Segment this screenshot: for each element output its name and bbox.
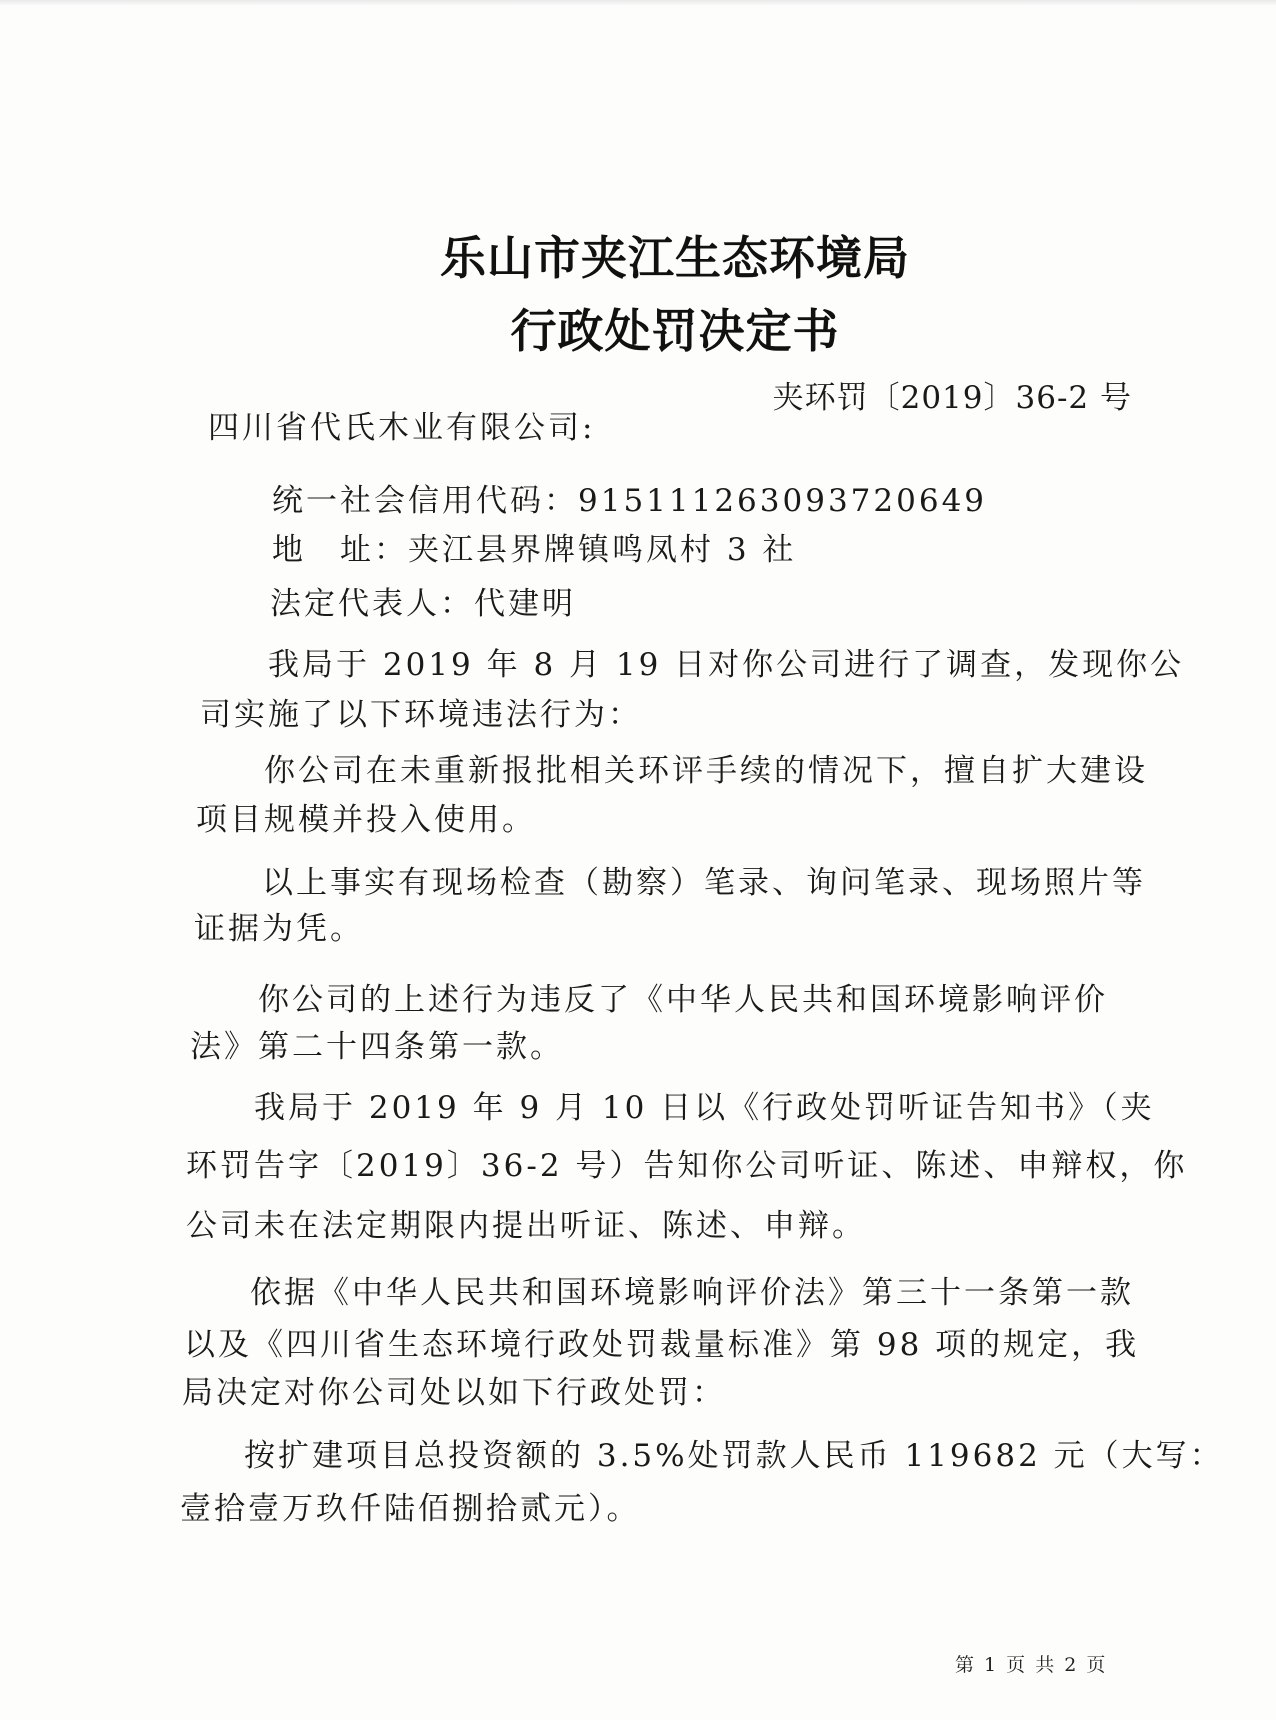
credit-code: 统一社会信用代码：915111263093720649 [272, 483, 988, 519]
paragraph-line: 司实施了以下环境违法行为： [200, 697, 642, 733]
scan-edge-shadow [0, 0, 1276, 6]
paragraph-line: 法》第二十四条第一款。 [190, 1029, 564, 1065]
paragraph-line: 按扩建项目总投资额的 3.5%处罚款人民币 119682 元（大写： [244, 1438, 1224, 1474]
legal-representative: 法定代表人：代建明 [270, 586, 576, 622]
address: 地 址：夹江县界牌镇鸣凤村 3 社 [272, 532, 797, 568]
agency-title: 乐山市夹江生态环境局 [440, 231, 910, 285]
paragraph-line: 局决定对你公司处以如下行政处罚： [182, 1375, 726, 1411]
paragraph-line: 项目规模并投入使用。 [196, 802, 536, 838]
paragraph-line: 公司未在法定期限内提出听证、陈述、申辩。 [186, 1208, 866, 1244]
paragraph-line: 证据为凭。 [194, 911, 364, 947]
paragraph-line: 我局于 2019 年 9 月 10 日以《行政处罚听证告知书》（夹 [254, 1090, 1155, 1126]
paragraph-line: 以及《四川省生态环境行政处罚裁量标准》第 98 项的规定，我 [184, 1327, 1140, 1363]
recipient-name: 四川省代氏木业有限公司: [208, 410, 596, 446]
paragraph-line: 环罚告字〔2019〕36-2 号）告知你公司听证、陈述、申辩权，你 [186, 1148, 1188, 1184]
document-number: 夹环罚〔2019〕36-2 号 [772, 380, 1132, 416]
document-title: 行政处罚决定书 [510, 304, 840, 358]
paragraph-line: 以上事实有现场检查（勘察）笔录、询问笔录、现场照片等 [262, 865, 1146, 901]
paragraph-line: 壹拾壹万玖仟陆佰捌拾贰元）。 [180, 1491, 641, 1527]
page-indicator: 第 1 页 共 2 页 [955, 1654, 1108, 1676]
paragraph-line: 我局于 2019 年 8 月 19 日对你公司进行了调查，发现你公 [268, 647, 1185, 683]
paragraph-line: 依据《中华人民共和国环境影响评价法》第三十一条第一款 [250, 1275, 1134, 1311]
paragraph-line: 你公司的上述行为违反了《中华人民共和国环境影响评价 [258, 982, 1108, 1018]
paragraph-line: 你公司在未重新报批相关环评手续的情况下，擅自扩大建设 [264, 753, 1148, 789]
